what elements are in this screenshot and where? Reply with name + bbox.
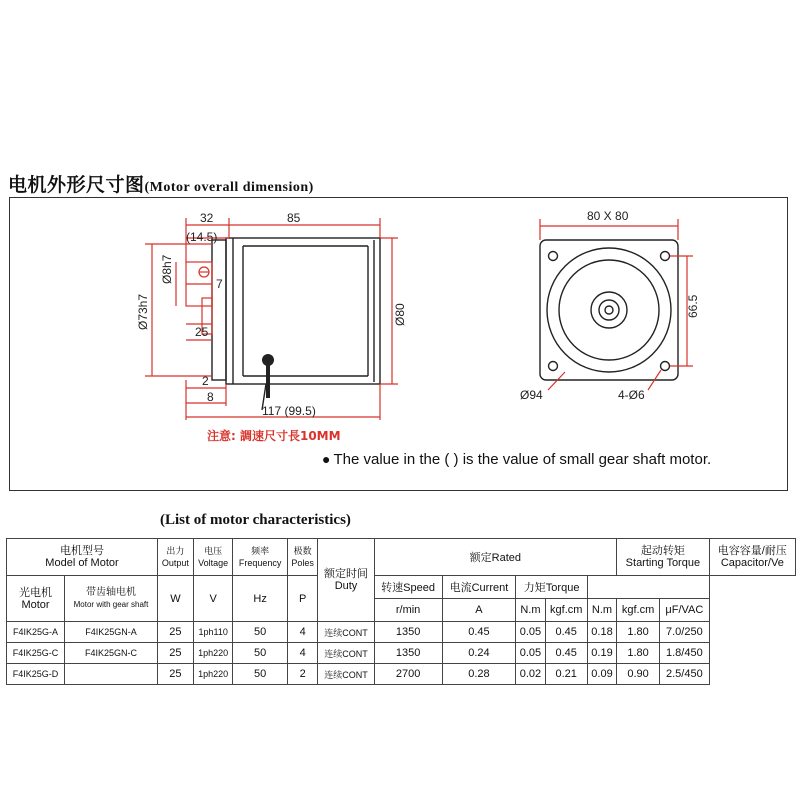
cell-gear: F4IK25GN-A	[65, 622, 158, 643]
cell-start-nm: 0.18	[587, 622, 616, 643]
mount-hole	[549, 252, 558, 261]
characteristics-table	[6, 538, 796, 685]
unit-nm: N.m	[516, 599, 545, 622]
cell-current: 0.24	[442, 643, 516, 664]
unit-poles: P	[287, 576, 318, 622]
side-view	[145, 218, 398, 420]
rated-header: 额定Rated	[374, 539, 616, 576]
flange	[212, 240, 226, 380]
dim-66-5: 66.5	[686, 294, 700, 318]
cell-start-nm: 0.09	[587, 664, 616, 685]
cell-motor: F4IK25G-C	[7, 643, 65, 664]
dim-73h7: Ø73h7	[136, 293, 150, 330]
cell-duty: 连续CONT	[318, 664, 374, 685]
unit-cap: μF/VAC	[660, 599, 710, 622]
speed-header: 转速Speed	[374, 576, 442, 599]
cell-nm: 0.05	[516, 622, 545, 643]
cell-cap: 7.0/250	[660, 622, 710, 643]
cell-cap: 1.8/450	[660, 643, 710, 664]
cell-speed: 2700	[374, 664, 442, 685]
unit-kgf: kgf.cm	[545, 599, 587, 622]
output-header: 出力 Output	[157, 539, 193, 576]
cell-poles: 4	[287, 622, 318, 643]
cell-freq: 50	[233, 643, 287, 664]
cell-duty: 连续CONT	[318, 643, 374, 664]
gear-header: 带齿轴电机 Motor with gear shaft	[65, 576, 158, 622]
front-view	[540, 219, 693, 390]
cell-start-kgf: 1.80	[617, 643, 660, 664]
motor-header: 光电机 Motor	[7, 576, 65, 622]
freq-header: 频率 Frequency	[233, 539, 287, 576]
cell-nm: 0.05	[516, 643, 545, 664]
table-row	[7, 622, 796, 643]
cell-cap: 2.5/450	[660, 664, 710, 685]
current-header: 电流Current	[442, 576, 516, 599]
unit-voltage: V	[193, 576, 233, 622]
cell-output: 25	[157, 664, 193, 685]
table-title: (List of motor characteristics)	[160, 512, 351, 528]
cell-nm: 0.02	[516, 664, 545, 685]
dim-2: 2	[202, 374, 209, 388]
cell-voltage: 1ph220	[193, 664, 233, 685]
dim-80: Ø80	[393, 303, 407, 326]
cell-start-kgf: 0.90	[617, 664, 660, 685]
cell-voltage: 1ph110	[193, 622, 233, 643]
mount-hole	[661, 252, 670, 261]
cell-gear	[65, 664, 158, 685]
unit-freq: Hz	[233, 576, 287, 622]
voltage-header: 电压 Voltage	[193, 539, 233, 576]
table-row	[7, 664, 796, 685]
unit-output: W	[157, 576, 193, 622]
unit-current: A	[442, 599, 516, 622]
header-row-2	[7, 576, 796, 599]
starting-header: 起动转矩 Starting Torque	[617, 539, 710, 576]
cell-freq: 50	[233, 622, 287, 643]
cell-freq: 50	[233, 664, 287, 685]
dim-8: 8	[207, 390, 214, 404]
cell-poles: 2	[287, 664, 318, 685]
title-en: (Motor overall dimension)	[144, 180, 314, 195]
cell-kgf: 0.45	[545, 643, 587, 664]
mount-hole	[661, 362, 670, 371]
cell-current: 0.45	[442, 622, 516, 643]
cell-start-nm: 0.19	[587, 643, 616, 664]
dim-94: Ø94	[520, 388, 543, 402]
unit-start-kgf: kgf.cm	[617, 599, 660, 622]
cell-speed: 1350	[374, 622, 442, 643]
motor-body	[226, 238, 380, 384]
value-note-text: The value in the ( ) is the value of small gear shaft motor.	[333, 451, 712, 468]
torque-header: 力矩Torque	[516, 576, 588, 599]
duty-header: 额定时间 Duty	[318, 539, 374, 622]
cell-kgf: 0.45	[545, 622, 587, 643]
cell-voltage: 1ph220	[193, 643, 233, 664]
dim-117: 117 (99.5)	[262, 404, 316, 418]
value-note	[322, 451, 711, 468]
dim-14-5: (14.5)	[186, 230, 218, 244]
speed-note: 注意: 調速尺寸長10MM	[207, 429, 341, 443]
cell-gear: F4IK25GN-C	[65, 643, 158, 664]
model-header: 电机型号 Model of Motor	[7, 539, 158, 576]
cell-motor: F4IK25G-A	[7, 622, 65, 643]
cell-speed: 1350	[374, 643, 442, 664]
capacitor-header: 电容容量/耐压 Capacitor/Ve	[709, 539, 795, 576]
cell-start-kgf: 1.80	[617, 622, 660, 643]
dim-holes: 4-Ø6	[618, 388, 645, 402]
cell-kgf: 0.21	[545, 664, 587, 685]
cell-motor: F4IK25G-D	[7, 664, 65, 685]
front-flange	[540, 240, 678, 380]
poles-header: 极数 Poles	[287, 539, 318, 576]
dim-7: 7	[216, 277, 223, 291]
cell-duty: 连续CONT	[318, 622, 374, 643]
bullet-icon: ●	[322, 451, 331, 467]
cell-output: 25	[157, 622, 193, 643]
table-row	[7, 643, 796, 664]
header-row-1	[7, 539, 796, 576]
dim-8h7: Ø8h7	[160, 254, 174, 284]
dim-80x80: 80 X 80	[587, 209, 629, 223]
unit-speed: r/min	[374, 599, 442, 622]
dim-32: 32	[200, 211, 214, 225]
mount-hole	[549, 362, 558, 371]
blank-cell	[587, 576, 709, 599]
cell-output: 25	[157, 643, 193, 664]
unit-start-nm: N.m	[587, 599, 616, 622]
dim-85: 85	[287, 211, 301, 225]
dim-25: 25	[195, 325, 209, 339]
cell-poles: 4	[287, 643, 318, 664]
cell-current: 0.28	[442, 664, 516, 685]
title-cn: 电机外形尺寸图	[8, 174, 145, 196]
